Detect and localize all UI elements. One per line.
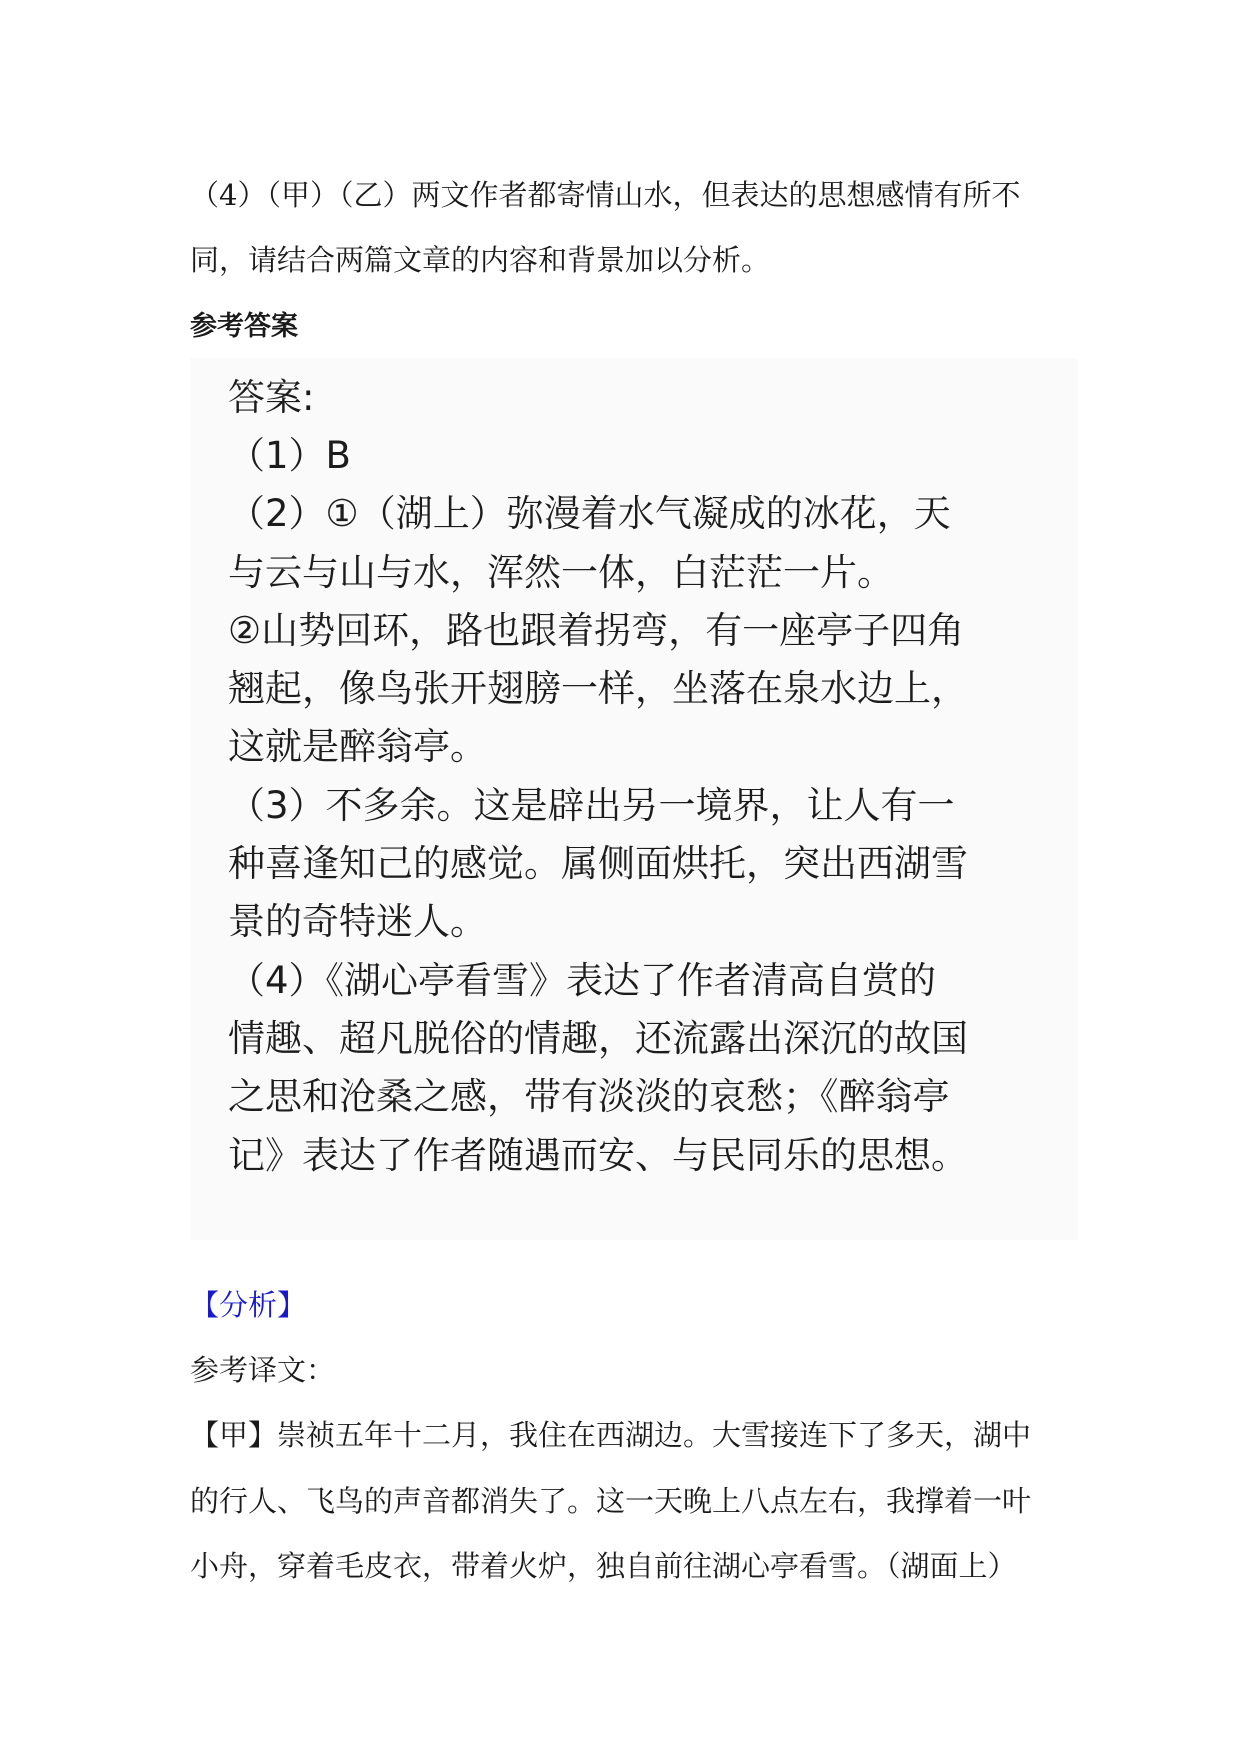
question-line-1: （4）（甲）（乙）两文作者都寄情山水，但表达的思想感情有所不	[190, 178, 1021, 212]
answer-line: 之思和沧桑之感，带有淡淡的哀愁；《醉翁亭	[228, 1075, 950, 1118]
answer-line: 记》表达了作者随遇而安、与民同乐的思想。	[228, 1134, 968, 1177]
answer-line: 翘起，像鸟张开翅膀一样，坐落在泉水边上，	[228, 667, 968, 710]
reference-answer-heading: 参考答案	[190, 311, 298, 342]
translation-heading: 参考译文：	[190, 1353, 336, 1387]
answer-line: ②山势回环，路也跟着拐弯，有一座亭子四角	[228, 609, 965, 652]
analysis-label: 【分析】	[190, 1288, 307, 1322]
answer-line: 与云与山与水，浑然一体，白茫茫一片。	[228, 551, 894, 594]
answer-line: 种喜逢知己的感觉。属侧面烘托，突出西湖雪	[228, 842, 968, 885]
answer-line: 情趣、超凡脱俗的情趣，还流露出深沉的故国	[228, 1017, 968, 1060]
answer-line: （4）《湖心亭看雪》表达了作者清高自赏的	[228, 959, 937, 1002]
answer-box	[190, 358, 1078, 1240]
translation-line: 的行人、飞鸟的声音都消失了。这一天晚上八点左右，我撑着一叶	[190, 1484, 1032, 1518]
answer-line: （3）不多余。这是辟出另一境界，让人有一	[228, 784, 955, 827]
answer-line: 答案:	[228, 376, 315, 419]
answer-line: 景的奇特迷人。	[228, 900, 487, 943]
translation-line: 【甲】崇祯五年十二月，我住在西湖边。大雪接连下了多天，湖中	[190, 1418, 1032, 1452]
translation-line: 小舟，穿着毛皮衣，带着火炉，独自前往湖心亭看雪。（湖面上）	[190, 1549, 1017, 1583]
answer-line: （2）①（湖上）弥漫着水气凝成的冰花，天	[228, 492, 951, 535]
answer-line: 这就是醉翁亭。	[228, 725, 487, 768]
question-line-2: 同，请结合两篇文章的内容和背景加以分析。	[190, 243, 771, 277]
answer-line: （1）B	[228, 434, 351, 477]
